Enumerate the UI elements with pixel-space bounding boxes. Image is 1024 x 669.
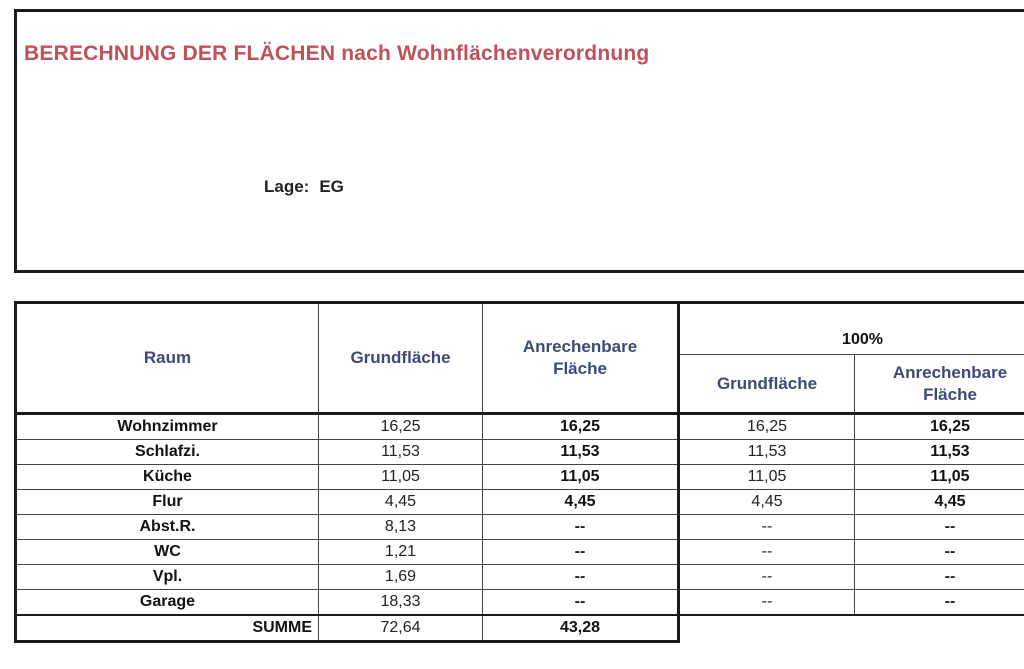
grundflaeche-cell: 11,53 <box>319 440 483 465</box>
table-row <box>16 590 1024 616</box>
table-row <box>16 440 1024 465</box>
col-header-anrechenbare-pct-line2: Fläche <box>923 384 977 404</box>
anrechenbare-cell: 16,25 <box>483 414 679 440</box>
grundflaeche-cell: 4,45 <box>319 490 483 515</box>
empty-cell <box>679 615 855 642</box>
room-name-cell: Flur <box>16 490 319 515</box>
anrechenbare-pct-cell: -- <box>855 590 1024 616</box>
anrechenbare-cell: -- <box>483 540 679 565</box>
room-name-cell: WC <box>16 540 319 565</box>
table-row <box>16 490 1024 515</box>
grundflaeche-cell: 16,25 <box>319 414 483 440</box>
anrechenbare-pct-cell: 11,05 <box>855 465 1024 490</box>
col-header-anrechenbare <box>483 303 679 414</box>
col-header-raum: Raum <box>16 303 319 414</box>
anrechenbare-cell: -- <box>483 565 679 590</box>
anrechenbare-pct-cell: -- <box>855 540 1024 565</box>
table-row <box>16 414 1024 440</box>
room-name-cell: Abst.R. <box>16 515 319 540</box>
anrechenbare-pct-cell: -- <box>855 565 1024 590</box>
header-box <box>14 9 1024 273</box>
col-header-grundflaeche: Grundfläche <box>319 303 483 414</box>
grundflaeche-cell: 1,69 <box>319 565 483 590</box>
table-row <box>16 465 1024 490</box>
grundflaeche-cell: 18,33 <box>319 590 483 616</box>
lage-line <box>264 177 344 197</box>
lage-label: Lage: <box>264 177 310 196</box>
grundflaeche-pct-cell: 11,05 <box>679 465 855 490</box>
grundflaeche-pct-cell: 4,45 <box>679 490 855 515</box>
header-row-top <box>16 303 1024 355</box>
anrechenbare-cell: -- <box>483 590 679 616</box>
col-header-grundflaeche-pct: Grundfläche <box>679 355 855 414</box>
anrechenbare-cell: 4,45 <box>483 490 679 515</box>
summe-anrechenbare: 43,28 <box>483 615 679 642</box>
page-title: BERECHNUNG DER FLÄCHEN nach Wohnflächenverordnung <box>24 42 650 65</box>
anrechenbare-pct-cell: -- <box>855 515 1024 540</box>
col-header-anrechenbare-line2: Fläche <box>553 359 607 378</box>
empty-cell <box>855 615 1024 642</box>
summe-label: SUMME <box>16 615 319 642</box>
grundflaeche-pct-cell: -- <box>679 590 855 616</box>
group-header-100-percent: 100% <box>679 303 1024 355</box>
room-name-cell: Wohnzimmer <box>16 414 319 440</box>
table-row <box>16 515 1024 540</box>
grundflaeche-pct-cell: -- <box>679 515 855 540</box>
summe-grundflaeche: 72,64 <box>319 615 483 642</box>
table-row <box>16 540 1024 565</box>
anrechenbare-pct-cell: 16,25 <box>855 414 1024 440</box>
anrechenbare-pct-cell: 11,53 <box>855 440 1024 465</box>
grundflaeche-cell: 8,13 <box>319 515 483 540</box>
room-name-cell: Garage <box>16 590 319 616</box>
col-header-anrechenbare-pct <box>855 355 1024 414</box>
grundflaeche-pct-cell: -- <box>679 565 855 590</box>
room-name-cell: Vpl. <box>16 565 319 590</box>
grundflaeche-pct-cell: 11,53 <box>679 440 855 465</box>
anrechenbare-cell: -- <box>483 515 679 540</box>
grundflaeche-cell: 11,05 <box>319 465 483 490</box>
room-name-cell: Küche <box>16 465 319 490</box>
anrechenbare-pct-cell: 4,45 <box>855 490 1024 515</box>
grundflaeche-pct-cell: 16,25 <box>679 414 855 440</box>
grundflaeche-cell: 1,21 <box>319 540 483 565</box>
col-header-anrechenbare-line1: Anrechenbare <box>522 337 638 356</box>
anrechenbare-cell: 11,05 <box>483 465 679 490</box>
summe-row <box>16 615 1024 642</box>
lage-value: EG <box>319 177 344 196</box>
room-name-cell: Schlafzi. <box>16 440 319 465</box>
grundflaeche-pct-cell: -- <box>679 540 855 565</box>
table-row <box>16 565 1024 590</box>
col-header-anrechenbare-pct-line1: Anrechenbare <box>892 362 1008 382</box>
area-table <box>14 301 1024 643</box>
anrechenbare-cell: 11,53 <box>483 440 679 465</box>
